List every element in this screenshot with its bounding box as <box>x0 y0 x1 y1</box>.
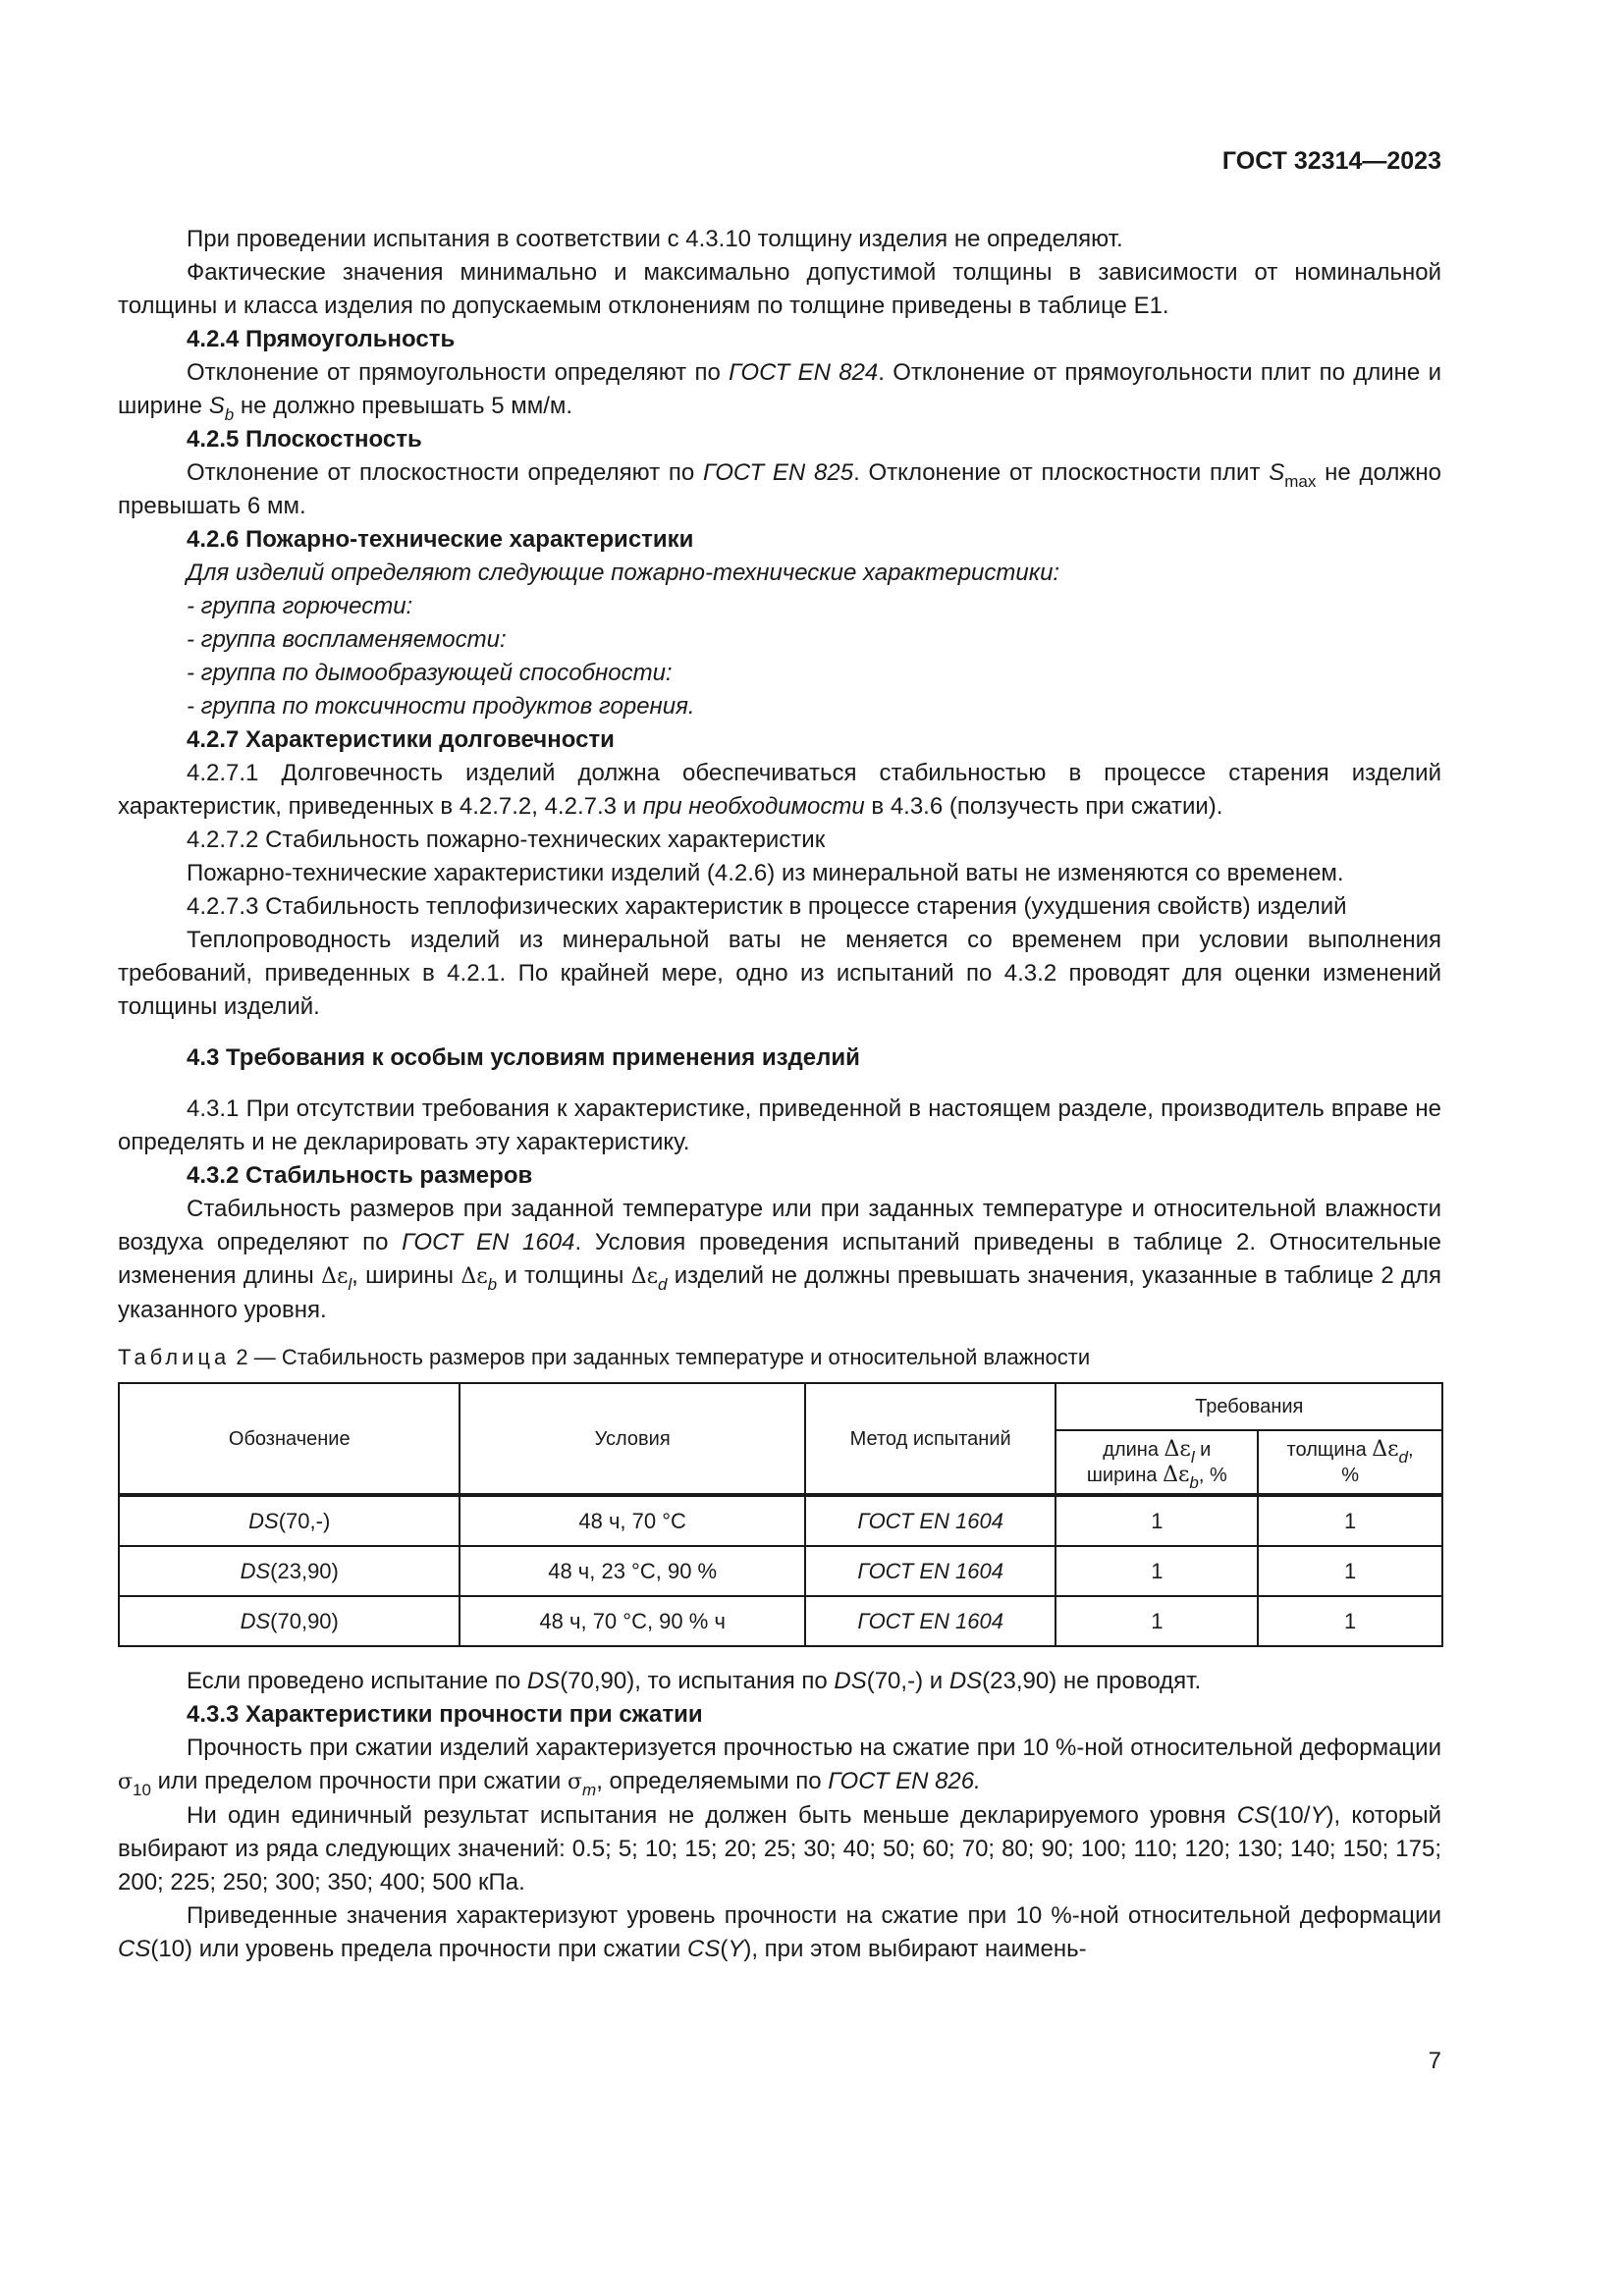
paragraph-thickness-table-ref: Фактические значения минимально и максимально допустимой толщины в зависимости от номинальной толщины и класса изделия по допускаемым отклонениям по толщине приведены в таблице Е1. <box>118 259 1441 319</box>
cell-conditions: 48 ч, 70 °C <box>460 1495 804 1546</box>
page-content <box>118 223 1441 1966</box>
cell-method: ГОСТ EN 1604 <box>805 1546 1056 1596</box>
column-header-method: Метод испытаний <box>805 1383 1056 1495</box>
paragraph-declared-levels: Ни один единичный результат испытания не должен быть меньше декларируемого уровня CS(10/Y), который выбирают из ряда следующих значений: 0.5; 5; 10; 15; 20; 25; 30; 40; 50; 60; 70; 80; 90; 100; 110; 120; 130; 140; 150; 175; 200; 225; 250; 300; 350; 400; 500 кПа. <box>118 1802 1442 1896</box>
section-heading-4-2-4: 4.2.4 Прямоугольность <box>187 326 456 352</box>
cell-method: ГОСТ EN 1604 <box>805 1495 1056 1546</box>
cell-length-width: 1 <box>1056 1495 1258 1546</box>
list-item: - группа по токсичности продуктов горения. <box>187 693 695 720</box>
section-heading-4-3-3: 4.3.3 Характеристики прочности при сжатии <box>187 1701 703 1728</box>
paragraph-flatness: Отклонение от плоскостности определяют по ГОСТ EN 825. Отклонение от плоскостности плит $S_{max}$ не должно превышать 6 мм. <box>118 459 1442 519</box>
cell-designation: DS(70,90) <box>119 1596 460 1646</box>
paragraph-4-3-1: 4.3.1 При отсутствии требования к характеристике, приведенной в настоящем разделе, производитель вправе не определять и не декларировать эту характеристику. <box>118 1095 1441 1155</box>
fire-characteristics-intro: Для изделий определяют следующие пожарно-технические характеристики: <box>187 560 1060 586</box>
page-number: 7 <box>1428 2048 1441 2074</box>
cell-thickness: 1 <box>1258 1546 1442 1596</box>
column-header-designation: Обозначение <box>119 1383 460 1495</box>
paragraph-fire-stability-title: 4.2.7.2 Стабильность пожарно-технических характеристик <box>187 827 826 853</box>
column-header-conditions: Условия <box>460 1383 804 1495</box>
paragraph-strength-levels: Приведенные значения характеризуют уровень прочности на сжатие при 10 %-ной относительной деформации CS(10) или уровень предела прочности при сжатии CS(Y), при этом выбирают наимень- <box>118 1902 1441 1962</box>
section-heading-4-3-2: 4.3.2 Стабильность размеров <box>187 1162 533 1189</box>
table-row <box>119 1546 1442 1596</box>
cell-length-width: 1 <box>1056 1546 1258 1596</box>
cell-thickness: 1 <box>1258 1495 1442 1546</box>
cell-length-width: 1 <box>1056 1596 1258 1646</box>
standard-reference: ГОСТ EN 825 <box>702 459 854 486</box>
section-heading-4-2-7: 4.2.7 Характеристики долговечности <box>187 726 615 753</box>
cell-designation: DS(23,90) <box>119 1546 460 1596</box>
paragraph-thickness-note: При проведении испытания в соответствии с 4.3.10 толщину изделия не определяют. <box>187 226 1123 252</box>
cell-conditions: 48 ч, 70 °C, 90 % ч <box>460 1596 804 1646</box>
table-caption: Таблица 2 — Стабильность размеров при заданных температуре и относительной влажности <box>118 1345 1091 1369</box>
cell-thickness: 1 <box>1258 1596 1442 1646</box>
paragraph-fire-stability: Пожарно-технические характеристики изделий (4.2.6) из минеральной ваты не изменяются со временем. <box>187 860 1344 886</box>
dimensional-stability-table <box>118 1382 1443 1647</box>
column-header-requirements: Требования <box>1056 1383 1442 1430</box>
paragraph-thermal-stability-title: 4.2.7.3 Стабильность теплофизических характеристик в процессе старения (ухудшения свойств) изделий <box>187 893 1347 920</box>
section-heading-4-3: 4.3 Требования к особым условиям применения изделий <box>187 1044 860 1071</box>
list-item: - группа горючести: <box>187 593 413 619</box>
table-row <box>119 1495 1442 1546</box>
paragraph-durability: 4.2.7.1 Долговечность изделий должна обеспечиваться стабильностью в процессе старения изделий характеристик, приведенных в 4.2.7.2, 4.2.7.3 и при необходимости в 4.3.6 (ползучесть при сжатии). <box>118 760 1441 820</box>
cell-method: ГОСТ EN 1604 <box>805 1596 1056 1646</box>
section-heading-4-2-5: 4.2.5 Плоскостность <box>187 426 422 453</box>
column-header-thickness: толщина $\Delta\varepsilon_d$, % <box>1258 1430 1442 1495</box>
paragraph-dimensional-stability: Стабильность размеров при заданной температуре или при заданных температуре и относительной влажности воздуха определяют по ГОСТ EN 1604. Условия проведения испытаний приведены в таблице 2. Относительные изменения длины $\Delta\varepsilon_l$, ширины $\Delta\varepsilon_b$ и толщины $\Delta\varepsilon_d$ изделий не должны превышать значения, указанные в таблице 2 для указанного уровня. <box>118 1196 1442 1323</box>
list-item: - группа по дымообразующей способности: <box>187 660 673 686</box>
column-header-length-width: длина $\Delta\varepsilon_l$ и ширина $\Delta\varepsilon_b$, % <box>1056 1430 1258 1495</box>
paragraph-after-table: Если проведено испытание по DS(70,90), то испытания по DS(70,-) и DS(23,90) не проводят. <box>187 1668 1202 1694</box>
cell-designation: DS(70,-) <box>119 1495 460 1546</box>
cell-conditions: 48 ч, 23 °C, 90 % <box>460 1546 804 1596</box>
section-heading-4-2-6: 4.2.6 Пожарно-технические характеристики <box>187 526 694 553</box>
paragraph-thermal-stability: Теплопроводность изделий из минеральной ваты не меняется со временем при условии выполнения требований, приведенных в 4.2.1. По крайней мере, одно из испытаний по 4.3.2 проводят для оценки изменений толщины изделий. <box>118 927 1441 1020</box>
table-row <box>119 1596 1442 1646</box>
paragraph-squareness: Отклонение от прямоугольности определяют по ГОСТ EN 824. Отклонение от прямоугольности плит по длине и ширине $S_b$ не должно превышать 5 мм/м. <box>118 359 1442 424</box>
standard-reference: ГОСТ EN 1604 <box>402 1229 575 1255</box>
document-id-header: ГОСТ 32314—2023 <box>1221 147 1441 175</box>
standard-reference: ГОСТ EN 826. <box>828 1768 981 1794</box>
paragraph-compressive-strength: Прочность при сжатии изделий характеризуется прочностью на сжатие при 10 %-ной относительной деформации $\sigma_{10}$ или пределом прочности при сжатии $\sigma_m$, определяемыми по ГОСТ EN 826. <box>118 1735 1441 1799</box>
list-item: - группа воспламеняемости: <box>187 626 507 653</box>
standard-reference: ГОСТ EN 824 <box>729 359 879 386</box>
